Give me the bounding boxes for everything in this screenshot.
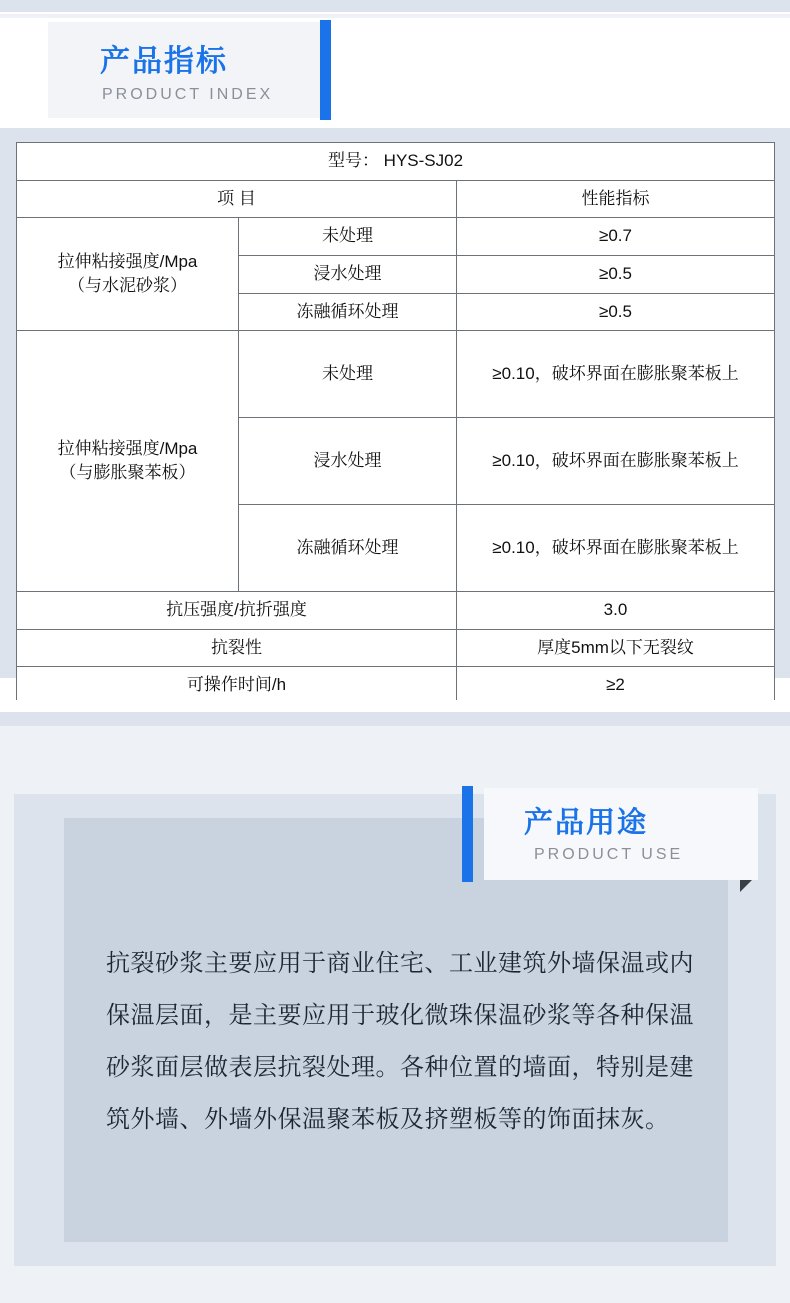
- value-cell: ≥0.10，破坏界面在膨胀聚苯板上: [457, 331, 775, 418]
- table-row: [17, 667, 775, 705]
- group-label-eps-text: 拉伸粘接强度/Mpa （与膨胀聚苯板）: [57, 438, 198, 483]
- simple-value-cell: 3.0: [457, 592, 775, 630]
- index-title-cn: 产品指标: [100, 45, 228, 78]
- section-divider-band-inner: [0, 712, 790, 726]
- condition-cell: 冻融循环处理: [239, 505, 457, 592]
- condition-cell: 浸水处理: [239, 418, 457, 505]
- simple-label-cell: 抗压强度/抗折强度: [17, 592, 457, 630]
- simple-value-cell: ≥2: [457, 667, 775, 705]
- section-product-use: [0, 726, 790, 1303]
- simple-value-cell: 厚度5mm以下无裂纹: [457, 629, 775, 667]
- condition-cell: 未处理: [239, 218, 457, 256]
- condition-cell: 未处理: [239, 331, 457, 418]
- group-label-cement: [17, 218, 239, 331]
- model-cell: 型号： HYS-SJ02: [17, 143, 775, 181]
- value-cell: ≥0.10，破坏界面在膨胀聚苯板上: [457, 418, 775, 505]
- value-cell: ≥0.7: [457, 218, 775, 256]
- table-row: [17, 629, 775, 667]
- value-cell: ≥0.5: [457, 293, 775, 331]
- table-row: [17, 218, 775, 256]
- use-title-en: PRODUCT USE: [534, 846, 684, 863]
- condition-cell: 浸水处理: [239, 255, 457, 293]
- use-title-cn: 产品用途: [524, 807, 649, 839]
- use-body-text: 抗裂砂浆主要应用于商业住宅、工业建筑外墙保温或内保温层面，是主要应用于玻化微珠保温砂浆等各种保温砂浆面层做表层抗裂处理。各种位置的墙面，特别是建筑外墙、外墙外保温聚苯板及挤塑板等的饰面抹灰。: [106, 950, 694, 1133]
- table-row: [17, 180, 775, 218]
- index-title-en: PRODUCT INDEX: [102, 86, 274, 103]
- table-row: [17, 331, 775, 418]
- use-header-accent-bar: [462, 786, 473, 882]
- top-stripe-secondary: [0, 14, 790, 18]
- value-cell: ≥0.10，破坏界面在膨胀聚苯板上: [457, 505, 775, 592]
- spec-table-frame: [0, 128, 790, 695]
- group-label-eps: [17, 331, 239, 592]
- value-cell: ≥0.5: [457, 255, 775, 293]
- index-header-accent-bar: [320, 20, 331, 120]
- header-item-cell: 项 目: [17, 180, 457, 218]
- table-row: [17, 592, 775, 630]
- group-label-cement-text: 拉伸粘接强度/Mpa （与水泥砂浆）: [57, 251, 198, 296]
- simple-label-cell: 可操作时间/h: [17, 667, 457, 705]
- table-row: [17, 143, 775, 181]
- spec-table: [16, 142, 775, 705]
- condition-cell: 冻融循环处理: [239, 293, 457, 331]
- simple-label-cell: 抗裂性: [17, 629, 457, 667]
- top-stripe: [0, 0, 790, 12]
- header-value-cell: 性能指标: [457, 180, 775, 218]
